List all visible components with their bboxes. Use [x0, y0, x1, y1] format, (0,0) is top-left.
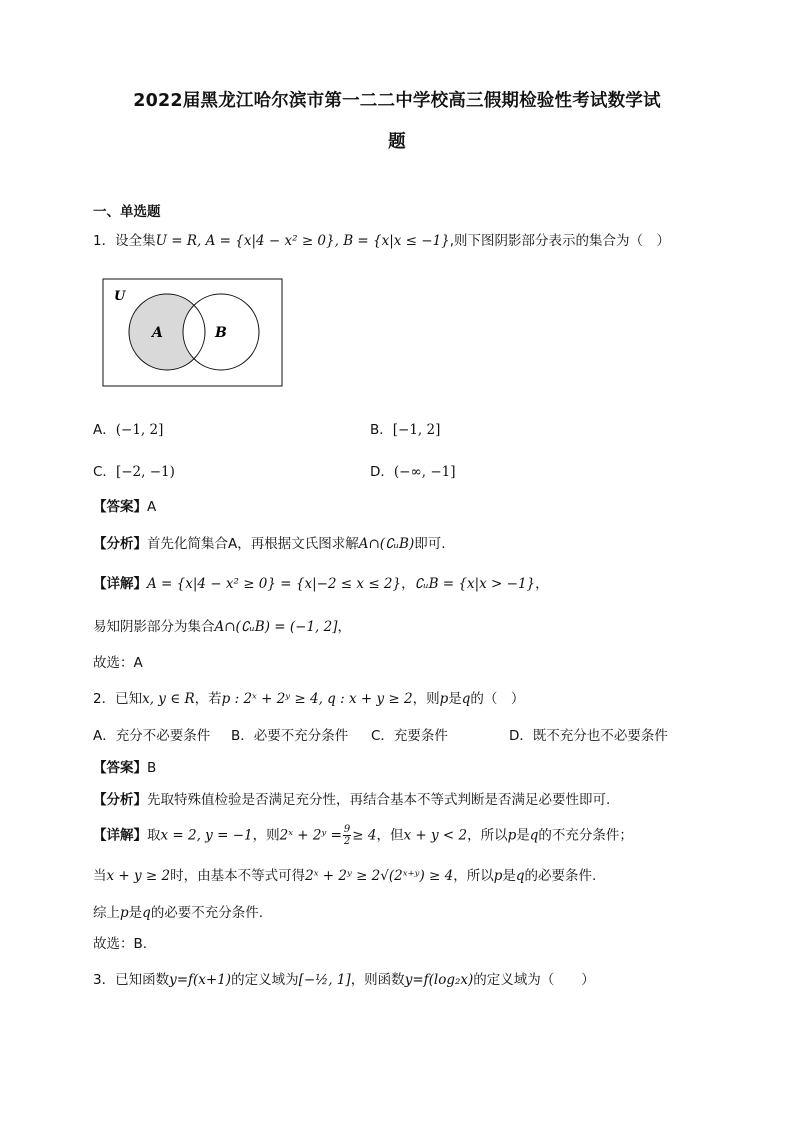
- q2-option-c: C．充要条件: [371, 728, 448, 744]
- q1-shaded-region: 易知阴影部分为集合A∩(∁ᵤB) = (−1, 2]，: [93, 619, 351, 635]
- section-heading: 一、单选题: [93, 204, 161, 220]
- q1-analysis: 【分析】首先化简集合A，再根据文氏图求解A∩(∁ᵤB)即可.: [93, 536, 446, 552]
- q2-option-a: A．充分不必要条件: [93, 728, 211, 744]
- q1-detail: 【详解】A = {x|4 − x² ≥ 0} = {x|−2 ≤ x ≤ 2}，∁ᵤB = {x|x > −1}，: [93, 576, 549, 592]
- q1-choose: 故选：A: [93, 655, 143, 671]
- q2-summary: 综上p是q的必要不充分条件.: [93, 905, 264, 921]
- q2-option-d: D．既不充分也不必要条件: [509, 728, 668, 744]
- q1-option-d: D．(−∞, −1]: [370, 464, 456, 480]
- q2-stem: 2．已知x, y ∈ R，若p : 2ˣ + 2ʸ ≥ 4, q : x + y ≥ 2，则p是q的（ ）: [93, 691, 525, 707]
- q2-answer: 【答案】B: [93, 760, 157, 776]
- q1-stem: 1．设全集U = R, A = {x|4 − x² ≥ 0}, B = {x|x ≤ −1},则下图阴影部分表示的集合为（ ）: [93, 233, 671, 249]
- venn-label-b: B: [215, 325, 227, 341]
- q2-choose: 故选：B.: [93, 936, 148, 952]
- q1-answer: 【答案】A: [93, 499, 157, 515]
- document-title-line1: 2022届黑龙江哈尔滨市第一二二中学校高三假期检验性考试数学试: [133, 91, 661, 111]
- q1-option-b: B．[−1, 2]: [370, 422, 441, 438]
- venn-label-u: U: [114, 289, 126, 304]
- q2-analysis: 【分析】先取特殊值检验是否满足充分性，再结合基本不等式判断是否满足必要性即可.: [93, 792, 611, 808]
- fraction-nine-halves: $\frac{9}{2}$: [343, 824, 351, 847]
- venn-label-a: A: [152, 325, 163, 341]
- venn-diagram: [102, 278, 284, 388]
- q1-option-c: C．[−2, −1): [93, 464, 175, 480]
- q2-detail: 【详解】取x = 2, y = −1，则2ˣ + 2ʸ = $\frac{9}{2}$ ≥ 4，但x + y < 2，所以p是q的不充分条件；: [93, 824, 633, 847]
- q2-necessity: 当x + y ≥ 2时，由基本不等式可得2ˣ + 2ʸ ≥ 2√(2ˣ⁺ʸ) ≥ 4，所以p是q的必要条件.: [93, 868, 597, 884]
- document-title-line2: 题: [388, 132, 406, 152]
- q3-stem: 3．已知函数y=f(x+1)的定义域为[−½, 1]，则函数y=f(log₂x)的定义域为（ ）: [93, 972, 595, 988]
- q1-option-a: A．(−1, 2]: [93, 422, 164, 438]
- q2-option-b: B．必要不充分条件: [231, 728, 349, 744]
